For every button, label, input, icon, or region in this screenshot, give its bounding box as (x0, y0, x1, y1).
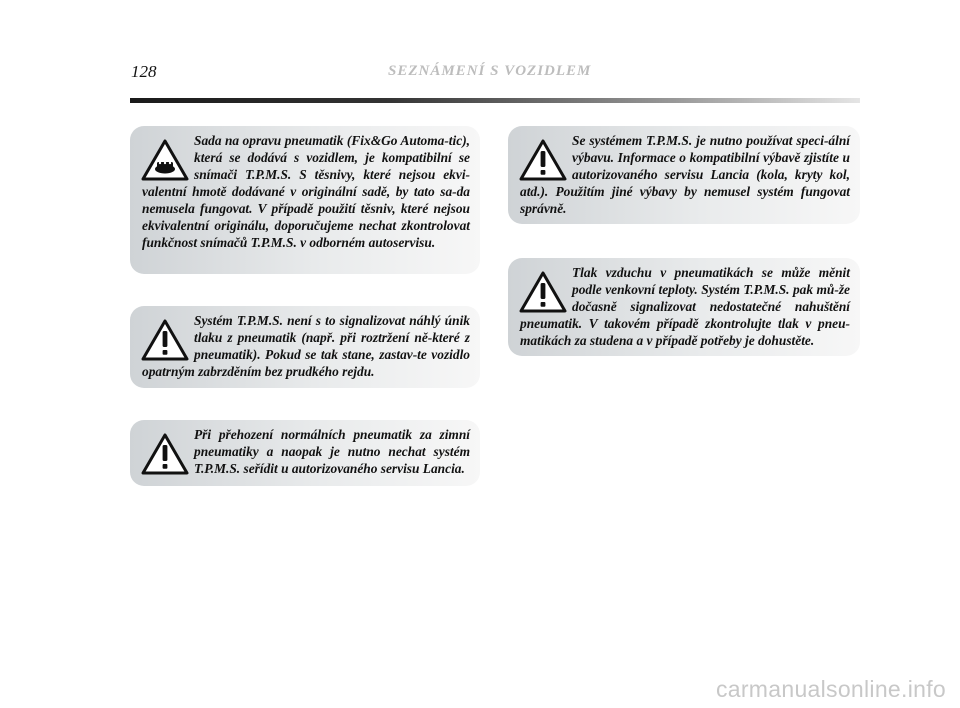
header-rule (130, 98, 860, 103)
warning-triangle-icon (518, 270, 568, 314)
section-title: SEZNÁMENÍ S VOZIDLEM (388, 63, 592, 79)
warning-triangle-icon (140, 318, 190, 362)
warning-triangle-icon (140, 432, 190, 476)
notice-tire-repair-kit (130, 126, 480, 274)
notice-text: Při přehození normálních pneumatik za zimní pneumatiky a naopak je nutno nechat systém T.P.M.S. seřídit u autorizovaného servisu Lancia. (194, 427, 470, 476)
page-number: 128 (131, 62, 157, 81)
notice-text: Systém T.P.M.S. není s to signalizovat náhlý únik tlaku z pneumatik (např. při roztržení ně-které z pneumatik). Pokud se tak stane, zastav-te vozidlo opatrným zabrzděním bez prudkého rejdu. (142, 313, 470, 379)
notice-text: Sada na opravu pneumatik (Fix&Go Automa-tic), která se dodává s vozidlem, je kompatibilní se snímači T.P.M.S. S těsnivy, které nejsou ekvi-valentní hmotě dodávané v originální sadě, by tato sa-da nemusela fungovat. V případě použití těsniv, které nejsou ekvivalentní originálu, doporučujeme nechat zkontrolovat funkčnost snímačů T.P.M.S. v odborném autoservisu. (142, 133, 470, 250)
tire-repair-warning-icon (140, 138, 190, 182)
notice-text: Tlak vzduchu v pneumatikách se může měnit podle venkovní teploty. Systém T.P.M.S. pak mů-že dočasně signalizovat nedostatečné nahuštění pneumatik. V takovém případě zkontrolujte tlak v pneu-matikách za studena a v případě potřeby je dohustěte. (520, 265, 850, 348)
warning-triangle-icon (518, 138, 568, 182)
notice-text: Se systémem T.P.M.S. je nutno používat speci-ální výbavu. Informace o kompatibilní výbavě zjistíte u autorizovaného servisu Lancia (kola, kryty kol, atd.). Použitím jiné výbavy by nemusel systém fungovat správně. (520, 133, 850, 216)
notice-special-equipment (508, 126, 860, 224)
notice-winter-tires (130, 420, 480, 486)
watermark: carmanualsonline.info (715, 676, 946, 702)
notice-temperature-pressure (508, 258, 860, 356)
notice-sudden-pressure-loss (130, 306, 480, 388)
